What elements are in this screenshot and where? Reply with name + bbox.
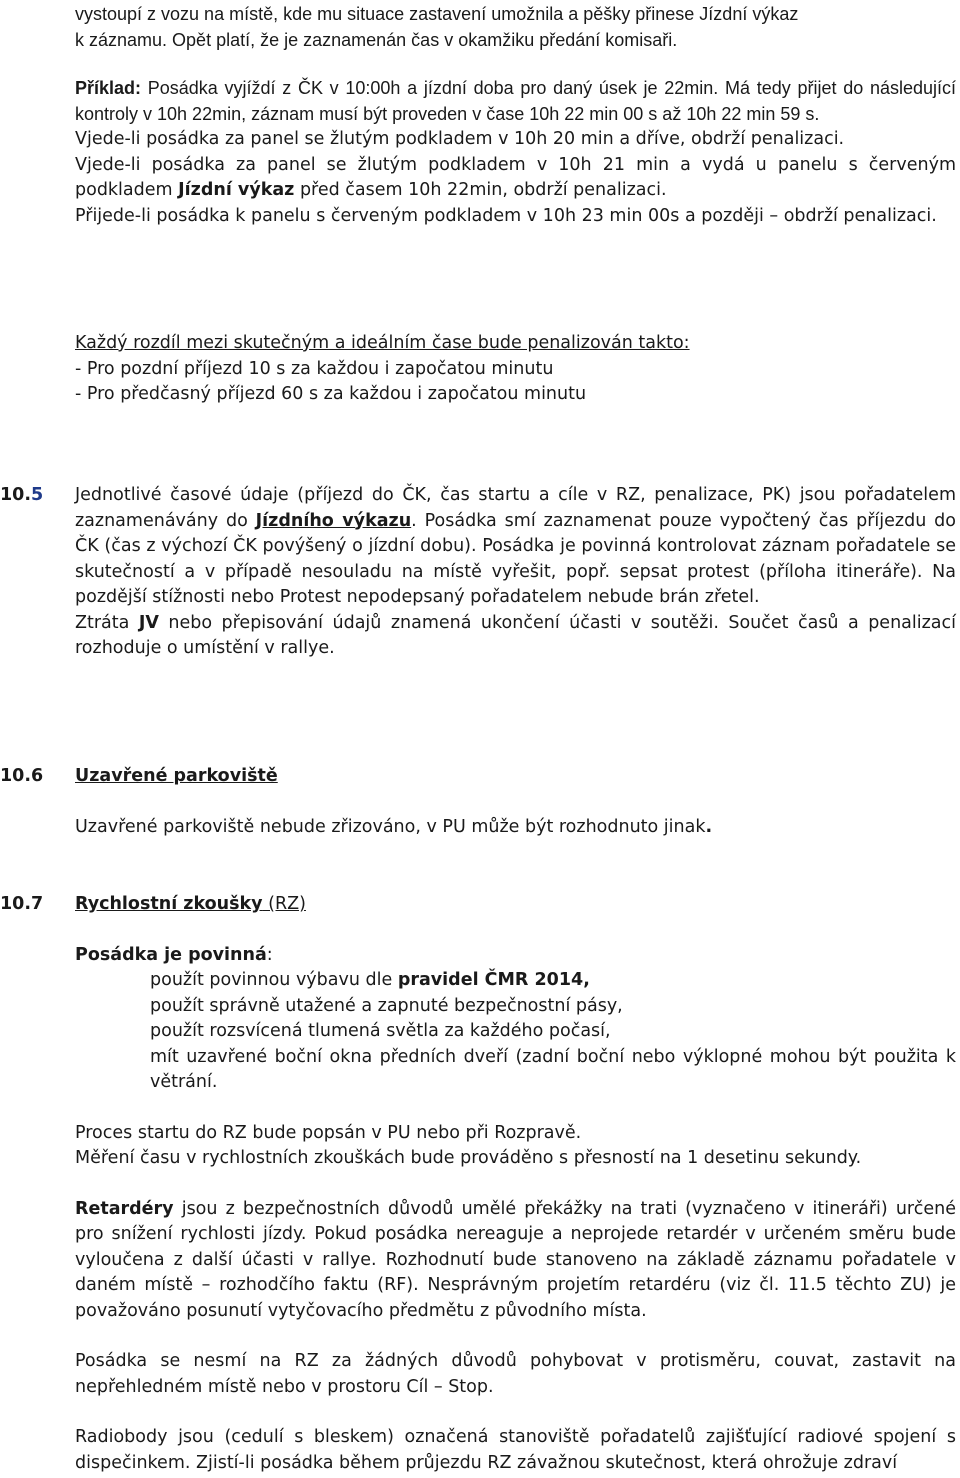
section-title-suffix: (RZ) [262, 894, 306, 914]
section-10-6-text [75, 815, 956, 841]
duty-item: mít uzavřené boční okna předních dveří (zadní boční nebo výklopné mohou být použita k větrání. [150, 1046, 956, 1092]
section-number: 10.7 [0, 894, 44, 914]
section-number-main: 10. [0, 485, 32, 505]
radio-points: Radiobody jsou (cedulí s bleskem) označená stanoviště pořadatelů zajišťující radiové spojení s dispečinkem. Zjistí-li posádka během průjezdu RZ závažnou skutečnost, která ohrožuje zdraví [75, 1427, 956, 1473]
penalty-late: - Pro pozdní příjezd 10 s za každou i započatou minutu [75, 358, 554, 379]
intro-line-1: vystoupí z vozu na místě, kde mu situace zastavení umožnila a pěšky přinese Jízdní výkaz [75, 4, 799, 24]
example-text: Posádka vyjíždí z ČK v 10:00h a jízdní doba pro daný úsek je 22min. [141, 78, 719, 98]
duty-heading [75, 943, 956, 969]
section-10-5-paragraph-1 [75, 483, 956, 611]
retarders-paragraph [75, 1197, 956, 1325]
section-body [75, 483, 956, 662]
s105-text-4: nebo přepisování údajů znamená ukončení účasti v soutěži. Součet časů a penalizací rozhoduje o umístění v rallye. [75, 612, 956, 658]
jizdni-vykaz-term: Jízdní výkaz [178, 180, 295, 200]
duty-list [75, 968, 956, 1096]
s105-text-3: Ztráta [75, 612, 139, 633]
example-paragraph [75, 76, 956, 127]
example-label: Příklad: [75, 78, 142, 98]
section-10-5-paragraph-2 [75, 611, 956, 662]
duty-item: použít rozsvícená tlumená světla za každého počasí, [150, 1021, 611, 1041]
penalty-early: - Pro předčasný příjezd 60 s za každou i započatou minutu [75, 384, 587, 404]
yellow-panel-late [75, 153, 956, 204]
movement-rule: Posádka se nesmí na RZ za žádných důvodů pohybovat v protisměru, couvat, zastavit na nepřehledném místě nebo v prostoru Cíl – Stop. [75, 1351, 956, 1397]
retarders-text: jsou z bezpečnostních důvodů umělé překážky na trati (vyznačeno v itineráři) určené pro snížení rychlosti jízdy. Pokud posádka nereaguje a neprojede retardér v určeném směru bude vyloučena z další účasti v rallye. Rozhodnutí bude stanoveno na základě záznamu pořadatele v daném místě – rozhodčího faktu (RF). Nesprávným projetím retardéru (viz čl. 11.5 těchto ZU) je považováno posunutí vytyčovacího předmětu z původního místa. [75, 1198, 956, 1321]
timing-precision: Měření času v rychlostních zkouškách bude prováděno s přesností na 1 desetinu sekundy. [75, 1148, 862, 1168]
section-title [75, 892, 956, 918]
section-body [75, 892, 956, 1476]
p3-text-c: před časem 10h 22min, obdrží penalizaci. [294, 180, 667, 200]
intro-block [75, 2, 956, 53]
p3-text-a: Vjede-li posádka za panel se žlutým podkladem v 10h 21 min a vydá u panelu s červeným podkladem [75, 154, 956, 200]
section-number-sub: 5 [31, 485, 44, 505]
example-text-tail: Má tedy přijet do následující kontroly v 10h 22min, záznam musí být proveden v čase 10h 22 min 00 s až 10h 22 min 59 s. [75, 78, 956, 124]
cmr-rules-term: pravidel ČMR 2014, [397, 970, 590, 990]
yellow-panel-early: Vjede-li posádka za panel se žlutým podkladem v 10h 20 min a dříve, obdrží penalizaci. [75, 129, 845, 149]
duty-label: Posádka je povinná [75, 944, 267, 965]
retarders-label: Retardéry [75, 1198, 174, 1219]
start-procedure: Proces startu do RZ bude popsán v PU nebo při Rozpravě. [75, 1122, 582, 1143]
intro-line-2: k záznamu. Opět platí, že je zaznamenán čas v okamžiku předání komisaři. [75, 29, 678, 50]
s106-dot: . [705, 816, 713, 837]
s105-text-1: Jednotlivé časové údaje (příjezd do ČK, čas startu a cíle v RZ, penalizace, PK) jsou pořadatelem zaznamenávány do [75, 485, 956, 531]
section-body [75, 764, 956, 840]
jizdniho-vykazu-term: Jízdního výkazu [255, 510, 412, 531]
duty-colon: : [266, 944, 273, 965]
section-title: Uzavřené parkoviště [75, 766, 278, 786]
duty-item-text: použít povinnou výbavu dle [150, 970, 398, 990]
example-block [75, 76, 956, 229]
s105-text-2: . Posádka smí zaznamenat pouze vypočtený čas příjezdu do ČK (čas z výchozí ČK povýšený o jízdní dobu). Posádka je povinná kontrolovat záznam pořadatele se skutečností a v případě nesouladu na místě vyřešit, popř. sepsat protest (příloha itineráře). Na pozdější stížnosti nebo Protest nepodepsaný pořadatelem nebude brán zřetel. [75, 510, 956, 607]
section-number: 10.6 [0, 766, 44, 786]
section-title-main: Rychlostní zkoušky [75, 894, 263, 914]
s106-text: Uzavřené parkoviště nebude zřizováno, v PU může být rozhodnuto jinak [75, 816, 706, 837]
duty-item [150, 968, 956, 994]
penalty-block [75, 331, 956, 408]
red-panel-late: Přijede-li posádka k panelu s červeným podkladem v 10h 23 min 00s a později – obdrží penalizaci. [75, 205, 937, 226]
jv-term: JV [138, 612, 159, 633]
penalty-heading: Každý rozdíl mezi skutečným a ideálním čase bude penalizován takto: [75, 333, 690, 353]
section-number [0, 483, 75, 509]
duty-item: použít správně utažené a zapnuté bezpečnostní pásy, [150, 995, 623, 1016]
